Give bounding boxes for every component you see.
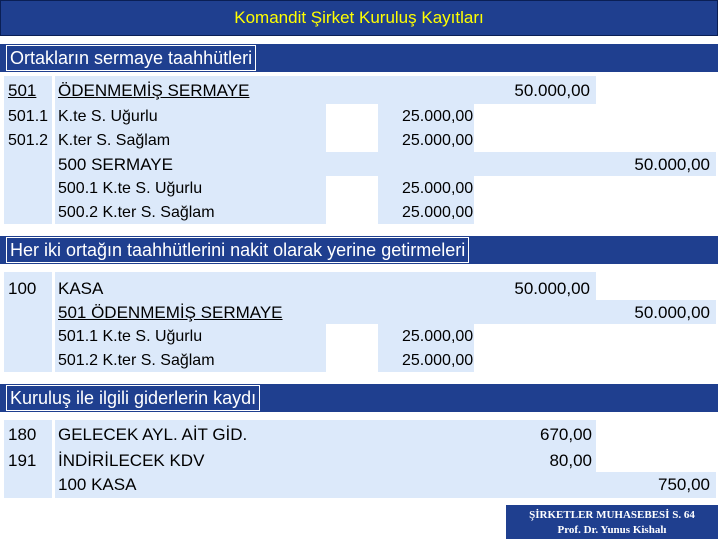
account-label: 500.2 K.ter S. Sağlam bbox=[58, 204, 215, 221]
page-title-bar bbox=[0, 0, 718, 36]
sub-amount: 25.000,00 bbox=[402, 180, 474, 197]
column-divider bbox=[52, 272, 55, 372]
footer-credit bbox=[506, 505, 718, 539]
account-code: 501.2 bbox=[8, 132, 49, 149]
account-code: 501.1 bbox=[8, 108, 49, 125]
account-label: K.te S. Uğurlu bbox=[58, 108, 158, 125]
account-label: 501.1 K.te S. Uğurlu bbox=[58, 328, 203, 345]
column-divider bbox=[52, 76, 55, 224]
account-code: 100 bbox=[8, 279, 37, 298]
account-label: 100 KASA bbox=[58, 475, 137, 494]
footer-line-2: Prof. Dr. Yunus Kishalı bbox=[557, 524, 667, 536]
account-label: KASA bbox=[58, 279, 104, 298]
debit-amount: 50.000,00 bbox=[514, 81, 590, 100]
page-title: Komandit Şirket Kuruluş Kayıtları bbox=[234, 8, 484, 27]
section-header-1 bbox=[0, 44, 718, 72]
sub-amount: 25.000,00 bbox=[402, 328, 474, 345]
account-label: İNDİRİLECEK KDV bbox=[58, 451, 205, 470]
sub-amount: 25.000,00 bbox=[402, 352, 474, 369]
sub-amount: 25.000,00 bbox=[402, 132, 474, 149]
account-label: 501.2 K.ter S. Sağlam bbox=[58, 352, 215, 369]
account-label: GELECEK AYL. AİT GİD. bbox=[58, 425, 248, 444]
column-divider bbox=[52, 420, 55, 498]
account-code: 191 bbox=[8, 451, 37, 470]
section-title: Ortakların sermaye taahhütleri bbox=[6, 45, 256, 71]
account-code: 180 bbox=[8, 425, 37, 444]
section-header-2 bbox=[0, 236, 718, 264]
account-label: 500.1 K.te S. Uğurlu bbox=[58, 180, 203, 197]
section-header-3 bbox=[0, 384, 718, 412]
account-label: ÖDENMEMİŞ SERMAYE bbox=[58, 81, 250, 100]
credit-amount: 750,00 bbox=[658, 475, 710, 494]
credit-amount: 50.000,00 bbox=[634, 155, 710, 174]
sub-amount: 25.000,00 bbox=[402, 204, 474, 221]
section-title: Kuruluş ile ilgili giderlerin kaydı bbox=[6, 385, 260, 411]
footer-line-1: ŞİRKETLER MUHASEBESİ S. 64 bbox=[529, 509, 695, 521]
debit-amount: 80,00 bbox=[549, 451, 592, 470]
account-label: K.ter S. Sağlam bbox=[58, 132, 171, 149]
debit-amount: 670,00 bbox=[540, 425, 592, 444]
account-label: 500 SERMAYE bbox=[58, 155, 173, 174]
sub-amount: 25.000,00 bbox=[402, 108, 474, 125]
account-code: 501 bbox=[8, 81, 37, 100]
debit-amount: 50.000,00 bbox=[514, 279, 590, 298]
account-label: 501 ÖDENMEMİŞ SERMAYE bbox=[58, 303, 283, 322]
credit-amount: 50.000,00 bbox=[634, 303, 710, 322]
section-title: Her iki ortağın taahhütlerini nakit olarak yerine getirmeleri bbox=[6, 237, 469, 263]
